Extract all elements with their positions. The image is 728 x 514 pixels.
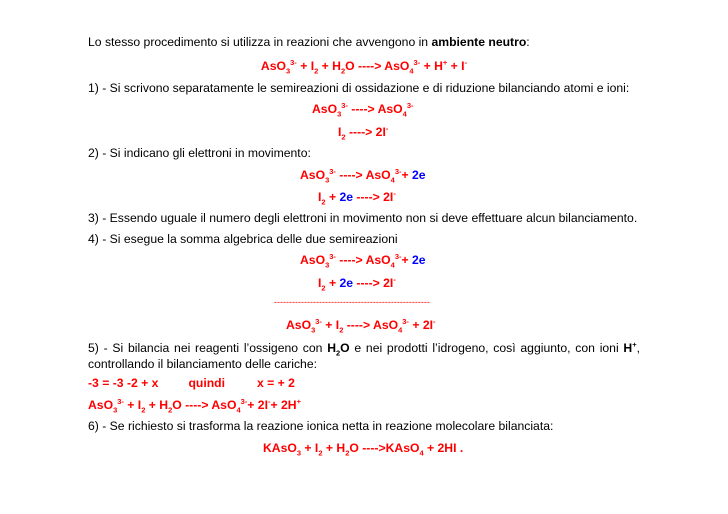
step2-text: 2) - Si indicano gli elettroni in movimento: <box>88 146 311 160</box>
electrons: 2e <box>412 168 426 182</box>
eq-part: + 2HI . <box>423 441 464 455</box>
eq-part: + I <box>296 59 315 73</box>
eq-sub: 3 <box>296 448 302 458</box>
eq-part: + 2H <box>270 398 297 412</box>
eq-sub: 2 <box>168 405 173 415</box>
eq-part: AsO <box>286 318 312 332</box>
step3-text: 3) - Essendo uguale il numero degli elettroni in movimento non si deve effettuare alcun bilanciamento. <box>88 211 638 225</box>
eq-sub: 2 <box>345 448 350 458</box>
eq-part: + H <box>322 441 346 455</box>
eq-sub: 2 <box>321 197 326 207</box>
eq-sub: 2 <box>341 132 346 142</box>
eq-part: + <box>325 190 340 204</box>
step5-bold: O <box>340 341 350 355</box>
eq-sub: 2 <box>321 283 326 293</box>
eq-sup: 3- <box>394 166 402 176</box>
molecular-equation <box>263 441 463 456</box>
intro-line <box>88 35 530 50</box>
eq-sub: 3 <box>311 325 316 335</box>
eq-sub: 3 <box>325 260 330 270</box>
electrons: 2e <box>339 190 354 204</box>
eq-sup: 3- <box>240 396 248 406</box>
eq-part: + <box>401 253 412 267</box>
half-reaction-oxidation-2 <box>300 168 426 183</box>
charge-quindi: quindi <box>188 376 226 390</box>
eq-part: ----> AsO <box>347 102 403 116</box>
step1-text: 1) - Si scrivono separatamente le semireazioni di ossidazione e di riduzione bilanciando atomi e ioni: <box>88 81 630 95</box>
eq-sup: - <box>393 188 396 198</box>
eq-sub: 3 <box>113 405 118 415</box>
eq-part: I <box>318 190 322 204</box>
eq-sub: 2 <box>318 448 323 458</box>
step6-text: 6) - Se richiesto si trasforma la reazione ionica netta in reazione molecolare bilanciata: <box>88 419 554 433</box>
step5-part: , controllando il bilanciamento delle cariche: <box>88 341 641 371</box>
main-equation <box>0 59 728 74</box>
eq-part: AsO <box>260 59 286 73</box>
eq-part: + 2I <box>247 398 268 412</box>
eq-sub: 2 <box>141 405 146 415</box>
eq-sub: 4 <box>398 325 403 335</box>
eq-part: + 2I <box>408 318 433 332</box>
eq-part: ----> 2I <box>345 125 386 139</box>
eq-sub: 3 <box>285 66 291 76</box>
eq-part: KAsO <box>263 441 297 455</box>
eq-sup: 3- <box>406 100 414 110</box>
sum-separator: ---------------------------------------------------- <box>274 297 430 307</box>
eq-sub: 4 <box>390 260 395 270</box>
eq-sup: 3- <box>329 251 336 261</box>
eq-part: + I <box>447 59 465 73</box>
charge-balance <box>88 376 295 391</box>
half-reaction-reduction-2 <box>318 190 396 205</box>
eq-sup: 3- <box>402 316 409 326</box>
step5-bold: H <box>623 341 633 355</box>
intro-bold: ambiente neutro <box>431 35 527 49</box>
step4-text: 4) - Si esegue la somma algebrica delle due semireazioni <box>88 232 398 246</box>
eq-part: ----> 2I <box>353 190 394 204</box>
eq-sub: 4 <box>236 405 241 415</box>
half-reaction-oxidation-1 <box>312 102 413 117</box>
eq-sup: 3- <box>315 316 322 326</box>
eq-sup: - <box>464 57 468 67</box>
eq-sub: 3 <box>337 109 342 119</box>
net-ionic-sum <box>286 318 436 333</box>
eq-sub: 2 <box>340 66 346 76</box>
eq-part: + H <box>318 59 341 73</box>
step5-bold: H <box>327 341 336 355</box>
eq-part: I <box>338 125 342 139</box>
eq-sup: 3- <box>290 57 297 67</box>
eq-sup: 3- <box>329 166 336 176</box>
intro-end: : <box>526 35 530 49</box>
step5-sub: 2 <box>336 348 341 358</box>
intro-text: Lo stesso procedimento si utilizza in reazioni che avvengono in <box>88 35 432 49</box>
eq-part: + I <box>321 318 340 332</box>
eq-sub: 4 <box>402 109 407 119</box>
eq-part: O ----> AsO <box>345 59 410 73</box>
step5-text <box>88 340 640 372</box>
eq-part: O ---->KAsO <box>349 441 420 455</box>
eq-part: I <box>318 276 322 290</box>
eq-sub: 4 <box>409 66 414 76</box>
step5-part: e nei prodotti l’idrogeno, così aggiunto, con ioni <box>349 341 624 355</box>
eq-sup: - <box>433 316 436 326</box>
step5-sup: + <box>632 339 637 349</box>
eq-part: ----> AsO <box>335 253 391 267</box>
eq-part: AsO <box>300 168 326 182</box>
eq-part: + H <box>145 398 169 412</box>
eq-sup: 3- <box>341 100 348 110</box>
eq-sub: 2 <box>339 325 344 335</box>
eq-sup: - <box>267 396 271 406</box>
half-reaction-oxidation-3 <box>300 253 426 268</box>
eq-sub: 4 <box>419 448 424 458</box>
eq-sup: + <box>296 396 301 406</box>
charge-result: x = + 2 <box>257 376 295 390</box>
eq-part: + I <box>301 441 319 455</box>
half-reaction-reduction-1 <box>338 125 388 140</box>
eq-part: O ----> AsO <box>172 398 237 412</box>
half-reaction-reduction-3 <box>318 276 396 291</box>
eq-part: + H <box>420 59 443 73</box>
eq-part: + <box>325 276 340 290</box>
eq-sub: 4 <box>390 175 395 185</box>
eq-sub: 3 <box>325 175 330 185</box>
eq-part: AsO <box>312 102 338 116</box>
eq-sub: 2 <box>314 66 319 76</box>
eq-sup: - <box>385 123 389 133</box>
eq-part: + I <box>123 398 142 412</box>
charge-equation: -3 = -3 -2 + x <box>88 376 159 390</box>
step5-part: 5) - Si bilancia nei reagenti l’ossigeno con <box>88 341 328 355</box>
eq-sup: + <box>442 57 448 67</box>
eq-part: ----> AsO <box>343 318 399 332</box>
eq-part: ----> 2I <box>353 276 394 290</box>
electrons: 2e <box>412 253 426 267</box>
eq-part: ----> AsO <box>335 168 391 182</box>
eq-part: + <box>401 168 412 182</box>
eq-part: AsO <box>300 253 326 267</box>
eq-sup: 3- <box>413 57 421 67</box>
eq-sup: 3- <box>394 251 402 261</box>
eq-sup: - <box>393 274 396 284</box>
electrons: 2e <box>339 276 354 290</box>
eq-part: AsO <box>88 398 114 412</box>
balanced-ionic-equation <box>88 398 301 413</box>
eq-sup: 3- <box>117 396 124 406</box>
